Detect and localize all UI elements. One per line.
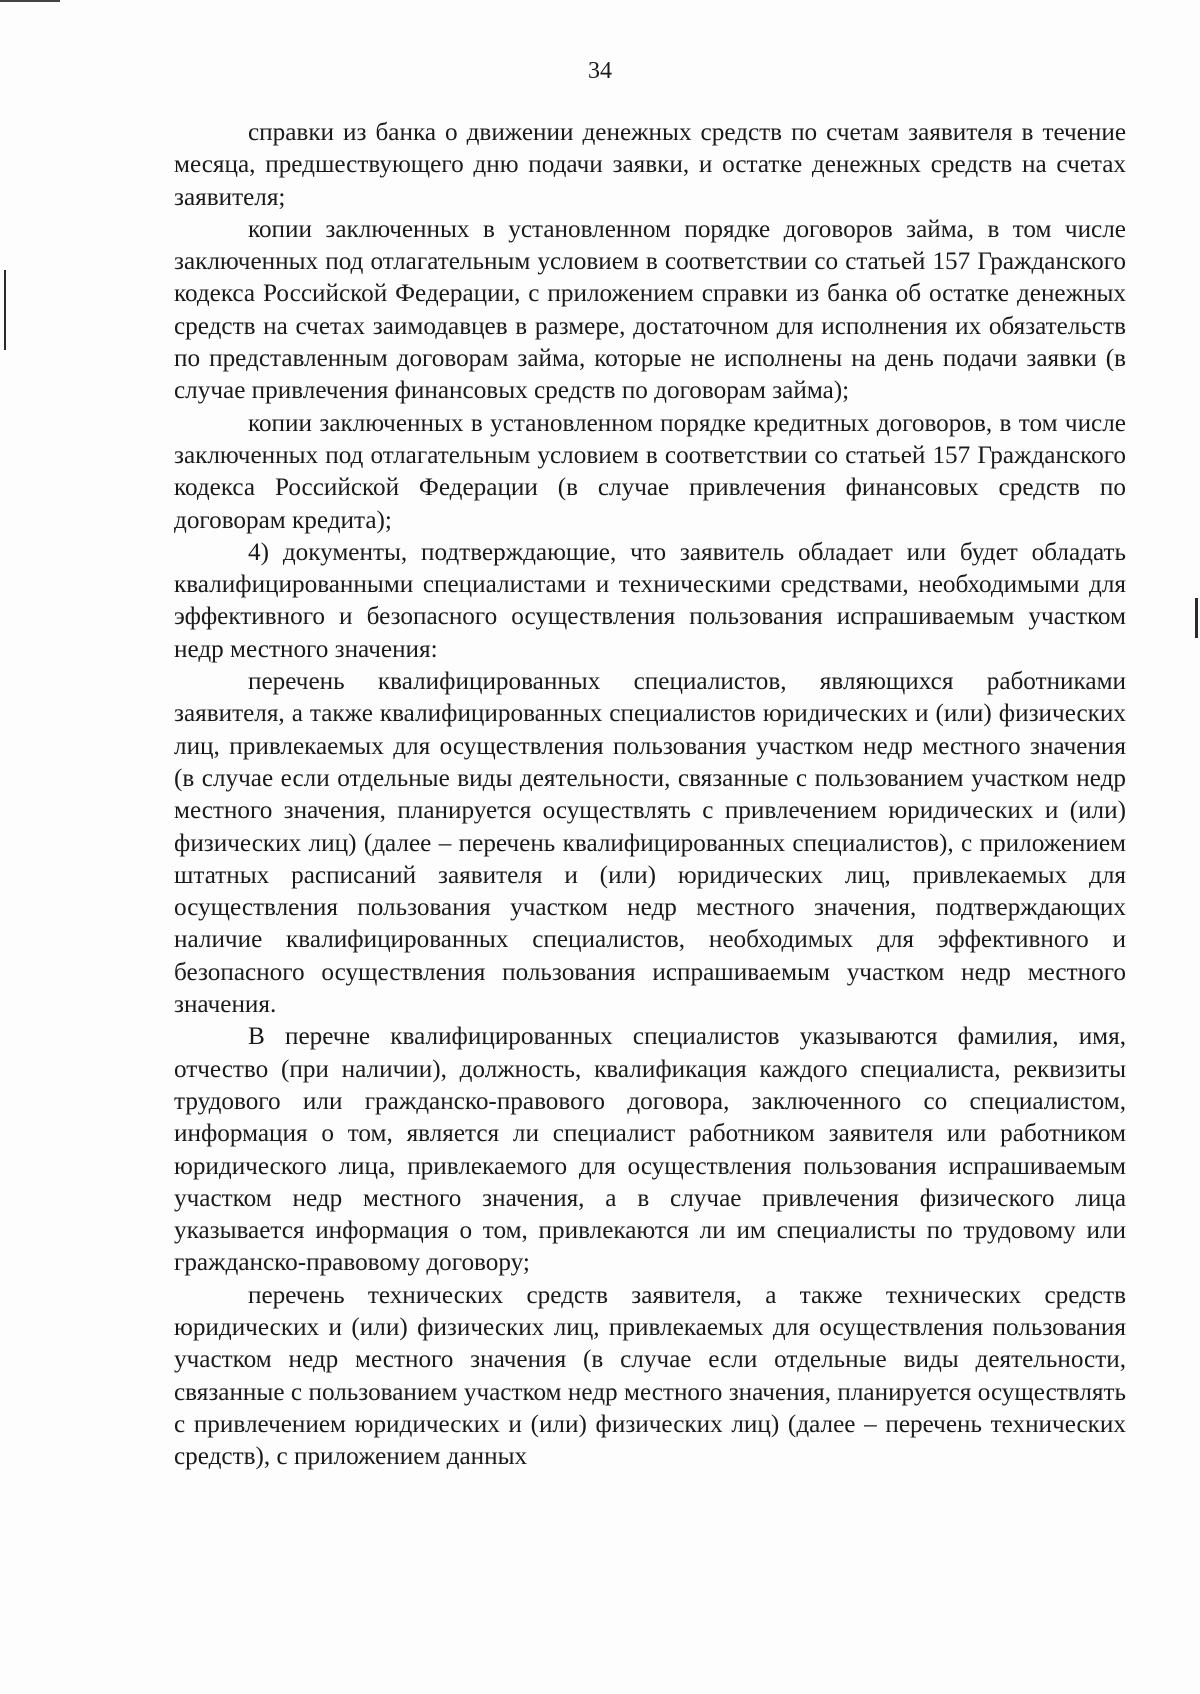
paragraph-specialists-list: перечень квалифицированных специалистов, являющихся работниками заявителя, а также квалифицированных специалистов юридических и (или) физических лиц, привлекаемых для осуществления пользования участком недр местного значения (в случае если отдельные виды деятельности, связанные с пользованием участком недр местного значения, планируется осуществлять с привлечением юридических и (или) физических лиц) (далее – перечень квалифицированных специалистов), с приложением штатных расписаний заявителя и (или) юридических лиц, привлекаемых для осуществления пользования участком недр местного значения, подтверждающих наличие квалифицированных специалистов, необходимых для эффективного и безопасного осуществления пользования испрашиваемым участком недр местного значения. — [174, 668, 1126, 1019]
paragraph-credit-agreements: копии заключенных в установленном порядке кредитных договоров, в том числе заключенных под отлагательным условием в соответствии со статьей 157 Гражданского кодекса Российской Федерации (в случае привлечения финансовых средств по договорам кредита); — [174, 409, 1126, 534]
paragraph-specialists-details: В перечне квалифицированных специалистов указываются фамилия, имя, отчество (при наличии), должность, квалификация каждого специалиста, реквизиты трудового или гражданско-правового договора, заключенного со специалистом, информация о том, является ли специалист работником заявителя или работником юридического лица, привлекаемого для осуществления пользования испрашиваемым участком недр местного значения, а в случае привлечения физического лица указывается информация о том, привлекаются ли им специалисты по трудовому или гражданско-правовому договору; — [174, 1023, 1126, 1277]
document-body — [174, 117, 1126, 1473]
scan-artifact-top — [0, 0, 60, 2]
scan-artifact-left — [4, 270, 6, 350]
paragraph-item-4-documents: 4) документы, подтверждающие, что заявитель обладает или будет обладать квалифицированными специалистами и техническими средствами, необходимыми для эффективного и безопасного осуществления пользования испрашиваемым участком недр местного значения: — [174, 538, 1126, 663]
paragraph-loan-agreements: копии заключенных в установленном порядке договоров займа, в том числе заключенных под отлагательным условием в соответствии со статьей 157 Гражданского кодекса Российской Федерации, с приложением справки из банка об остатке денежных средств на счетах заимодавцев в размере, достаточном для исполнения их обязательств по представленным договорам займа, которые не исполнены на день подачи заявки (в случае привлечения финансовых средств по договорам займа); — [174, 215, 1126, 405]
scan-artifact-right — [1195, 598, 1198, 638]
page-number: 34 — [588, 58, 612, 84]
paragraph-bank-statements: справки из банка о движении денежных средств по счетам заявителя в течение месяца, предшествующего дню подачи заявки, и остатке денежных средств на счетах заявителя; — [174, 119, 1126, 211]
paragraph-technical-means-list: перечень технических средств заявителя, а также технических средств юридических и (или) физических лиц, привлекаемых для осуществления пользования участком недр местного значения (в случае если отдельные виды деятельности, связанные с пользованием участком недр местного значения, планируется осуществлять с привлечением юридических и (или) физических лиц) (далее – перечень технических средств), с приложением данных — [174, 1281, 1126, 1471]
